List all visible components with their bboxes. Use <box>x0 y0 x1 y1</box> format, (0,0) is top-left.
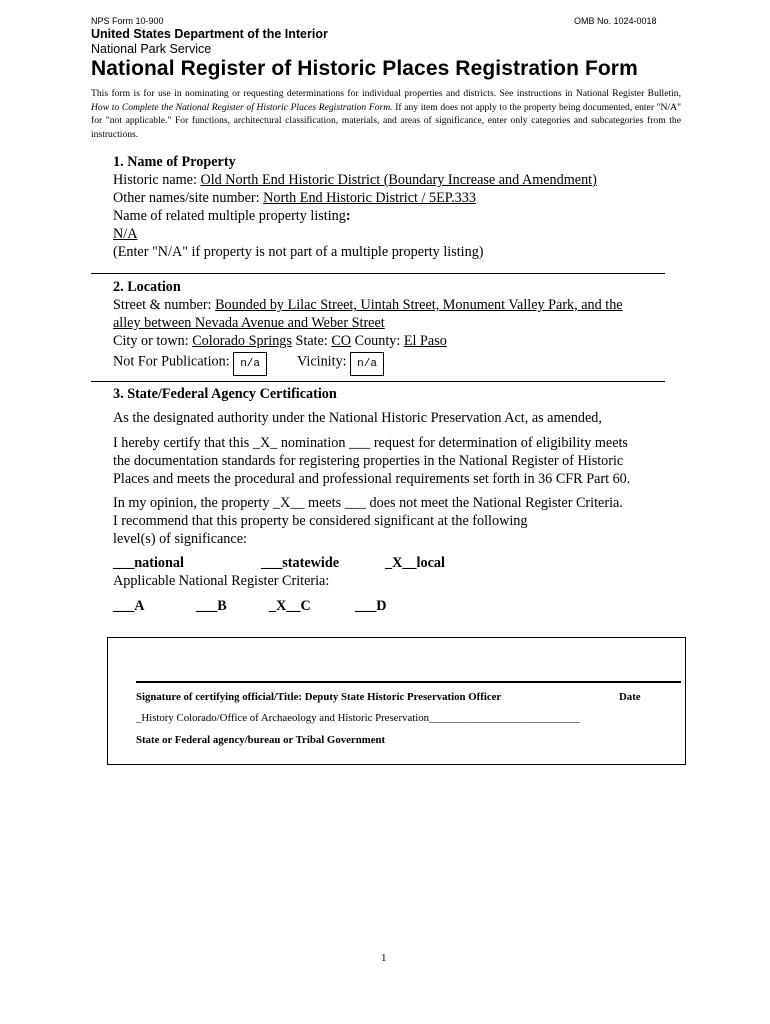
publication-field[interactable]: n/a <box>233 352 267 376</box>
section1-heading: 1. Name of Property <box>113 154 236 170</box>
other-names-value[interactable]: North End Historic District / 5EP.333 <box>263 190 476 206</box>
publication-row <box>113 350 384 374</box>
state-label: State: <box>291 333 332 349</box>
street-value-continued[interactable]: alley between Nevada Avenue and Weber Street <box>113 315 385 331</box>
state-value[interactable]: CO <box>331 333 352 349</box>
street-label: Street & number: <box>113 297 216 313</box>
multiple-listing-colon: : <box>345 208 351 224</box>
historic-name-label: Historic name: <box>113 172 201 188</box>
city-value[interactable]: Colorado Springs <box>192 333 292 349</box>
multiple-listing-label: Name of related multiple property listing <box>113 208 346 224</box>
county-value[interactable]: El Paso <box>403 333 447 349</box>
department-name: United States Department of the Interior <box>91 27 328 41</box>
county-label: County: <box>351 333 404 349</box>
other-names-row <box>113 189 476 207</box>
certify-text-line3: Places and meets the procedural and professional requirements set forth in 36 CFR Part 60. <box>113 471 631 487</box>
omb-number: OMB No. 1024-0018 <box>574 16 657 26</box>
other-names-label: Other names/site number: <box>113 190 264 206</box>
historic-name-row <box>113 171 597 189</box>
agency-label: State or Federal agency/bureau or Tribal Government <box>136 734 386 746</box>
publication-label: Not For Publication: <box>113 353 230 370</box>
vicinity-label: Vicinity: <box>297 353 347 370</box>
agency-value[interactable]: _History Colorado/Office of Archaeology and Historic Preservation____________________________ <box>136 712 581 724</box>
service-name: National Park Service <box>91 42 212 56</box>
signature-date-label: Date <box>619 691 641 703</box>
criteria-c[interactable]: _X__C <box>269 598 311 614</box>
street-value[interactable]: Bounded by Lilac Street, Uintah Street, Monument Valley Park, and the <box>215 297 623 313</box>
section2-heading: 2. Location <box>113 279 181 295</box>
certification-authority-text: As the designated authority under the National Historic Preservation Act, as amended, <box>113 410 602 426</box>
page-number: 1 <box>381 952 387 964</box>
level-local[interactable]: _X__local <box>385 555 445 571</box>
form-title: National Register of Historic Places Registration Form <box>91 57 638 80</box>
level-national[interactable]: ___national <box>113 555 184 571</box>
opinion-text-line3: level(s) of significance: <box>113 531 247 547</box>
historic-name-value[interactable]: Old North End Historic District (Boundary Increase and Amendment) <box>200 172 597 188</box>
intro-paragraph <box>91 87 681 141</box>
intro-bulletin-title: How to Complete the National Register of Historic Places Registration Form. <box>91 101 393 113</box>
signature-official-label: Signature of certifying official/Title: Deputy State Historic Preservation Officer <box>136 691 502 703</box>
intro-text-1: This form is for use in nominating or requesting determinations for individual properties and districts. See instructions in National Register Bulletin, <box>91 88 681 99</box>
certify-text-line2: the documentation standards for registering properties in the National Register of Historic <box>113 453 624 469</box>
criteria-a[interactable]: ___A <box>113 598 145 614</box>
criteria-b[interactable]: ___B <box>196 598 227 614</box>
intro-text-2: If any item does not apply to the property being documented, enter "N/A" for "not applicable." For functions, architectural classification, materials, and areas of significance, enter only categories and subcategories from the instructions. <box>91 101 681 140</box>
form-number: NPS Form 10-900 <box>91 16 164 26</box>
city-state-county-row <box>113 332 447 350</box>
level-statewide[interactable]: ___statewide <box>261 555 340 571</box>
vicinity-field[interactable]: n/a <box>350 352 384 376</box>
street-row <box>113 296 623 314</box>
section-divider <box>91 273 665 274</box>
section3-heading: 3. State/Federal Agency Certification <box>113 386 337 402</box>
section-divider <box>91 381 665 382</box>
opinion-text-line2: I recommend that this property be considered significant at the following <box>113 513 528 529</box>
city-label: City or town: <box>113 333 193 349</box>
multiple-listing-note: (Enter "N/A" if property is not part of a multiple property listing) <box>113 244 484 260</box>
multiple-listing-value[interactable]: N/A <box>113 226 138 242</box>
certify-text-line1: I hereby certify that this _X_ nomination ___ request for determination of eligibility meets <box>113 435 628 451</box>
criteria-label: Applicable National Register Criteria: <box>113 573 330 589</box>
signature-line[interactable] <box>136 681 681 683</box>
criteria-d[interactable]: ___D <box>355 598 387 614</box>
multiple-listing-row <box>113 207 351 225</box>
opinion-text-line1: In my opinion, the property _X__ meets ___ does not meet the National Register Criteria. <box>113 495 623 511</box>
